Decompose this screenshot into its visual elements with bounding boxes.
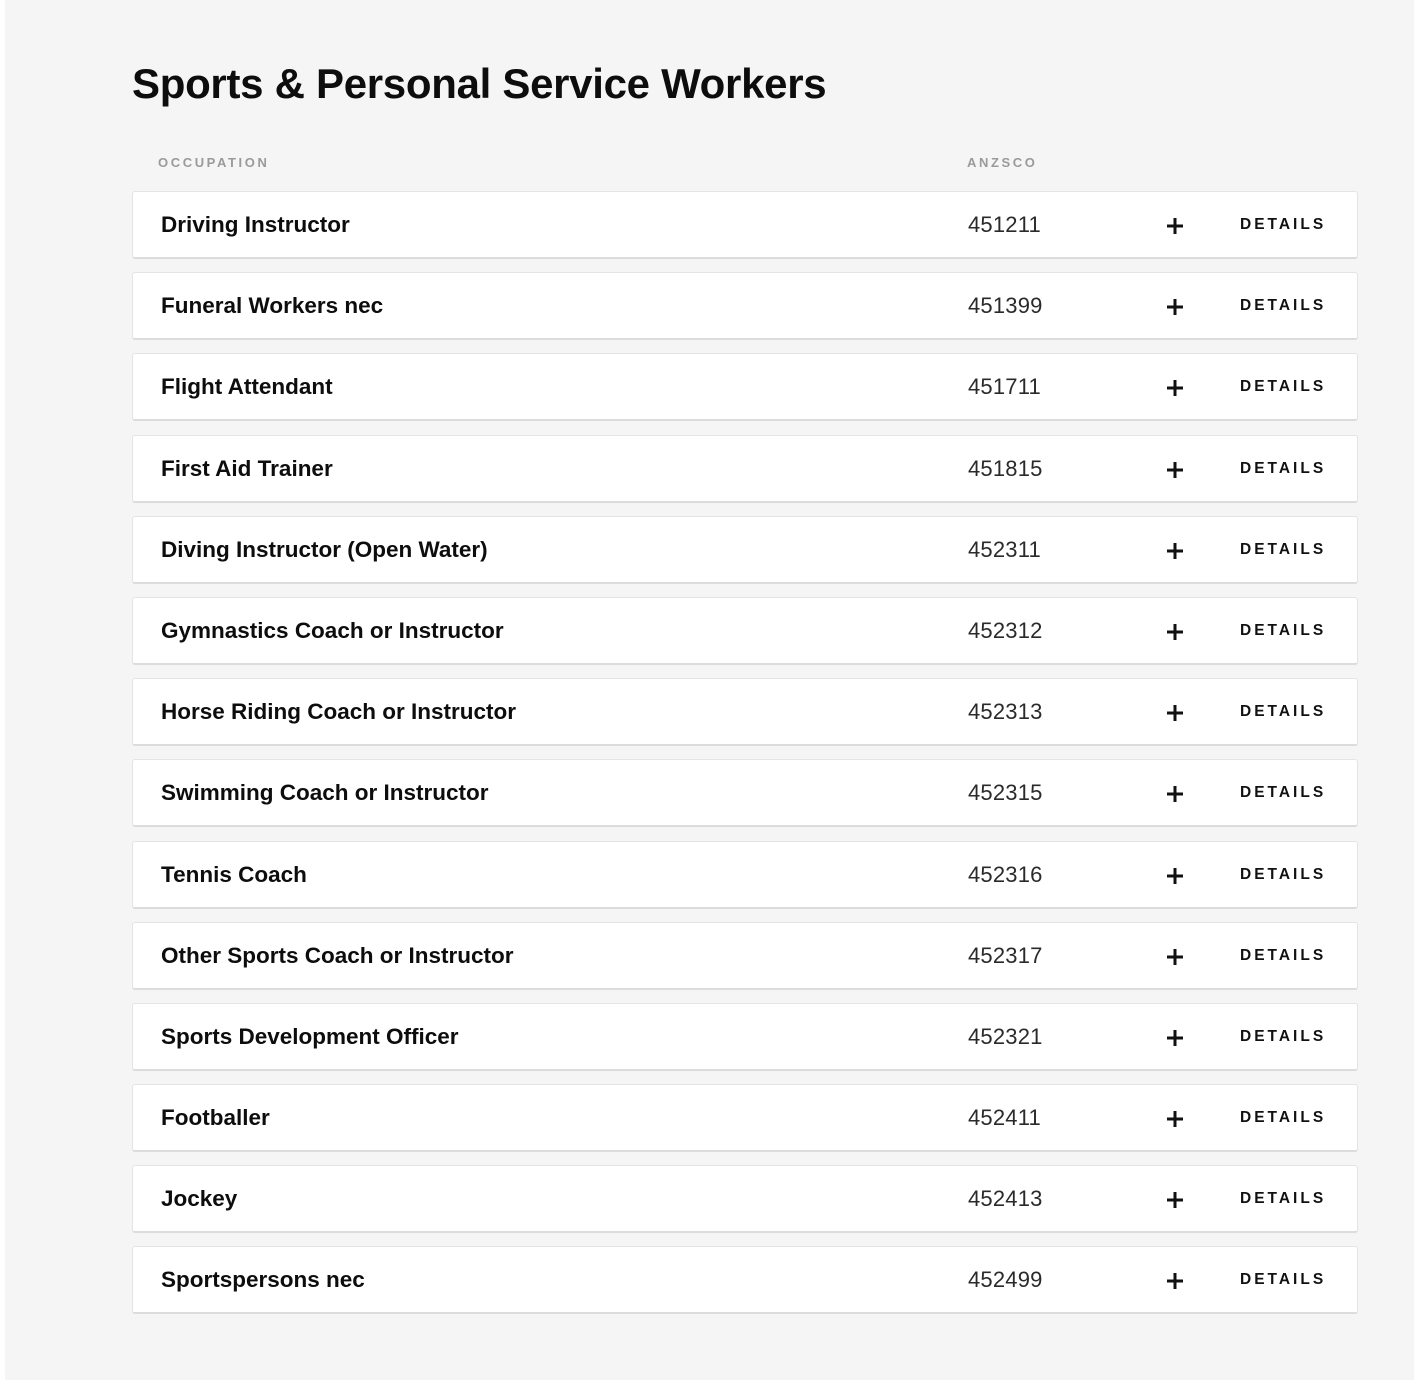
occupation-name: Diving Instructor (Open Water) (161, 536, 488, 562)
details-button[interactable]: DETAILS (1240, 621, 1327, 639)
table-row (132, 841, 1358, 909)
occupation-name: Footballer (161, 1105, 270, 1131)
occupation-name: Sportspersons nec (161, 1267, 365, 1293)
page-title: Sports & Personal Service Workers (132, 60, 827, 107)
details-button[interactable]: DETAILS (1240, 1027, 1327, 1045)
plus-icon[interactable] (1165, 1028, 1185, 1048)
plus-icon[interactable] (1165, 703, 1185, 723)
plus-icon[interactable] (1165, 1190, 1185, 1210)
anzsco-code: 452499 (968, 1267, 1043, 1293)
anzsco-code: 452321 (968, 1023, 1043, 1049)
table-row (132, 1084, 1358, 1152)
table-row (132, 1165, 1358, 1233)
anzsco-code: 452413 (968, 1186, 1043, 1212)
table-row (132, 1246, 1358, 1314)
details-button[interactable]: DETAILS (1240, 297, 1327, 315)
details-button[interactable]: DETAILS (1240, 540, 1327, 558)
occupation-name: Jockey (161, 1186, 238, 1212)
plus-icon[interactable] (1165, 378, 1185, 398)
details-button[interactable]: DETAILS (1240, 1190, 1327, 1208)
table-row (132, 1003, 1358, 1071)
table-row (132, 191, 1358, 259)
table-row (132, 272, 1358, 340)
plus-icon[interactable] (1165, 216, 1185, 236)
anzsco-code: 452312 (968, 617, 1043, 643)
anzsco-code: 451815 (968, 455, 1043, 481)
anzsco-code: 452411 (968, 1105, 1041, 1131)
plus-icon[interactable] (1165, 297, 1185, 317)
occupation-column-header: OCCUPATION (158, 155, 270, 170)
details-button[interactable]: DETAILS (1240, 1271, 1327, 1289)
occupation-name: Swimming Coach or Instructor (161, 780, 489, 806)
table-row (132, 353, 1358, 421)
plus-icon[interactable] (1165, 1109, 1185, 1129)
occupation-name: Flight Attendant (161, 374, 333, 400)
details-button[interactable]: DETAILS (1240, 459, 1327, 477)
anzsco-code: 452315 (968, 780, 1043, 806)
table-row (132, 678, 1358, 746)
plus-icon[interactable] (1165, 460, 1185, 480)
plus-icon[interactable] (1165, 784, 1185, 804)
details-button[interactable]: DETAILS (1240, 378, 1327, 396)
occupation-name: Sports Development Officer (161, 1023, 459, 1049)
plus-icon[interactable] (1165, 622, 1185, 642)
details-button[interactable]: DETAILS (1240, 946, 1327, 964)
page-background (5, 0, 1414, 1380)
plus-icon[interactable] (1165, 866, 1185, 886)
table-row (132, 597, 1358, 665)
details-button[interactable]: DETAILS (1240, 216, 1327, 233)
occupation-name: Other Sports Coach or Instructor (161, 942, 514, 968)
occupation-name: Horse Riding Coach or Instructor (161, 699, 517, 725)
occupation-name: Gymnastics Coach or Instructor (161, 617, 504, 643)
occupation-name: First Aid Trainer (161, 455, 333, 481)
details-button[interactable]: DETAILS (1240, 1109, 1327, 1127)
occupation-name: Funeral Workers nec (161, 293, 384, 319)
table-row (132, 759, 1358, 827)
plus-icon[interactable] (1165, 947, 1185, 967)
anzsco-code: 451211 (968, 212, 1041, 237)
details-button[interactable]: DETAILS (1240, 784, 1327, 802)
table-row (132, 922, 1358, 990)
anzsco-column-header: ANZSCO (967, 155, 1038, 170)
anzsco-code: 451711 (968, 374, 1041, 400)
details-button[interactable]: DETAILS (1240, 703, 1327, 721)
table-row (132, 435, 1358, 503)
occupation-name: Tennis Coach (161, 861, 307, 887)
plus-icon[interactable] (1165, 541, 1185, 561)
table-row (132, 516, 1358, 584)
plus-icon[interactable] (1165, 1271, 1185, 1291)
anzsco-code: 452317 (968, 942, 1043, 968)
anzsco-code: 452313 (968, 699, 1043, 725)
anzsco-code: 451399 (968, 293, 1043, 319)
occupation-name: Driving Instructor (161, 212, 350, 237)
occupation-list (132, 191, 1358, 1328)
anzsco-code: 452311 (968, 536, 1041, 562)
anzsco-code: 452316 (968, 861, 1043, 887)
details-button[interactable]: DETAILS (1240, 865, 1327, 883)
